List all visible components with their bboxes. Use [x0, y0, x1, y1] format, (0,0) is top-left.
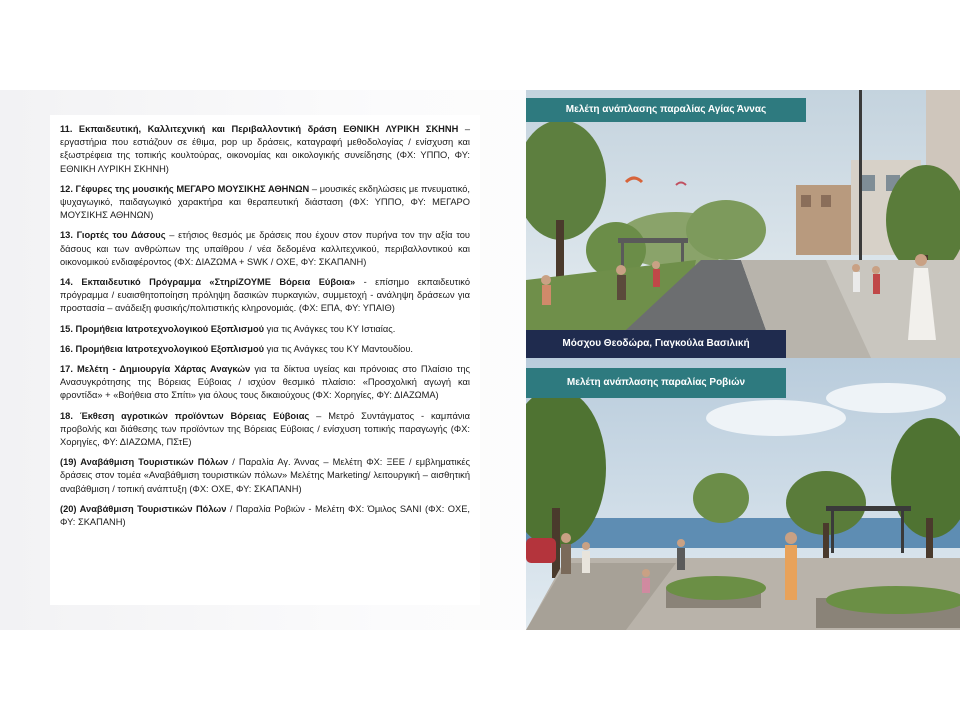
list-item: (20) Αναβάθμιση Τουριστικών Πόλων / Παραλία Ροβιών - Μελέτη ΦΧ: Όμιλος SANI (ΦΧ: ΟΧΕ, ΦΥ: ΣΚΑΠΑΝΗ) [60, 503, 470, 528]
rovies-rendering [526, 358, 960, 630]
agia-anna-rendering [526, 90, 960, 358]
list-item: 18. Έκθεση αγροτικών προϊόντων Βόρειας Εύβοιας – Μετρό Συντάγματος - καμπάνια προβολής και διάθεσης των προϊόντων της Βόρειας Εύβοιας / ενίσχυση τοπικής παραγωγής (ΦΧ: Χορηγίες, ΦΥ: ΔΙΑΖΩΜΑ, ΠΣτΕ) [60, 410, 471, 448]
list-item: 14. Εκπαιδευτικό Πρόγραμμα «ΣτηρίΖΟΥΜΕ Βόρεια Εύβοια» - επίσημο εκπαιδευτικό πρόγραμμα / ευαισθητοποίηση πρόληψη δασικών πυρκαγιών, συμμετοχή - ανάληψη δράσεων για προστασία – ανάδειξη φυσικής/πολιτιστικής κληρονομιάς. (ΦΧ: ΕΠΑ, ΦΥ: ΥΠΑΙΘ) [60, 277, 470, 314]
authors-caption: Μόσχου Θεοδώρα, Γιαγκούλα Βασιλική [526, 330, 786, 358]
list-item: 16. Προμήθεια Ιατροτεχνολογικού Εξοπλισμού για τις Ανάγκες του ΚΥ Μαντουδίου. [60, 343, 414, 354]
agia-anna-caption: Μελέτη ανάπλασης παραλίας Αγίας Άννας [526, 98, 806, 122]
list-item: 17. Μελέτη - Δημιουργία Χάρτας Αναγκών για τα δίκτυα υγείας και πρόνοιας στο Πλαίσιο της Ανασυγκρότησης της Βόρειας Εύβοιας / ισχύον θεσμικό πλαίσιο: «Προσχολική αγωγή και φροντίδα» + «Βοήθεια στο Σπίτι» για όλους τους δικαιούχους (ΦΧ: Χορηγίες, ΦΥ: ΔΙΑΖΩΜΑ) [60, 364, 470, 401]
list-item: 11. Εκπαιδευτική, Καλλιτεχνική και Περιβαλλοντική δράση ΕΘΝΙΚΗ ΛΥΡΙΚΗ ΣΚΗΝΗ – εργαστήρια που εστιάζουν σε έθιμα, pop up δράσεις, καταγραφή μεθοδολογίας / ενίσχυση και εξωστρέφεια της τοπικής κουλτούρας, οικονομίας και οικολογικής συνείδησης (ΦΧ: ΥΠΠΟ, ΦΥ: ΕΘΝΙΚΗ ΛΥΡΙΚΗ ΣΚΗΝΗ) [60, 124, 470, 174]
rovies-caption: Μελέτη ανάπλασης παραλίας Ροβιών [526, 368, 786, 398]
actions-list [50, 115, 480, 605]
list-item: (19) Αναβάθμιση Τουριστικών Πόλων / Παραλία Αγ. Άννας – Μελέτη ΦΧ: ΞΕΕ / εμβληματικές δράσεις στον τομέα «Αναβάθμιση τουριστικών πόλων» Μελέτης Marketing/ λειτουργική – αισθητική αναβάθμιση / τοπική ανάπτυξη (ΦΧ: ΟΧΕ, ΦΥ: ΣΚΑΠΑΝΗ) [60, 457, 471, 494]
list-item: 13. Γιορτές του Δάσους – ετήσιος θεσμός με δράσεις που έχουν στον πυρήνα τον την αξία του δάσους και των ανθρώπων της υπαίθρου / νέα δεδομένα καλλιτεχνικού, περιβαλλοντικού και οικονομικού ενδιαφέροντος (ΦΧ: ΔΙΑΖΩΜΑ + SWK / ΟΧΕ, ΦΥ: ΣΚΑΠΑΝΗ) [60, 230, 470, 267]
list-item: 12. Γέφυρες της μουσικής ΜΕΓΑΡΟ ΜΟΥΣΙΚΗΣ ΑΘΗΝΩΝ – μουσικές εκδηλώσεις με πνευματικό, ψυχαγωγικό, παιδαγωγικό χαρακτήρα και θεραπευτική διάσταση (ΦΧ: ΥΠΠΟ, ΦΥ: ΜΕΓΑΡΟ ΜΟΥΣΙΚΗΣ ΑΘΗΝΩΝ) [60, 183, 471, 221]
list-item: 15. Προμήθεια Ιατροτεχνολογικού Εξοπλισμού για τις Ανάγκες του ΚΥ Ιστιαίας. [60, 323, 396, 334]
